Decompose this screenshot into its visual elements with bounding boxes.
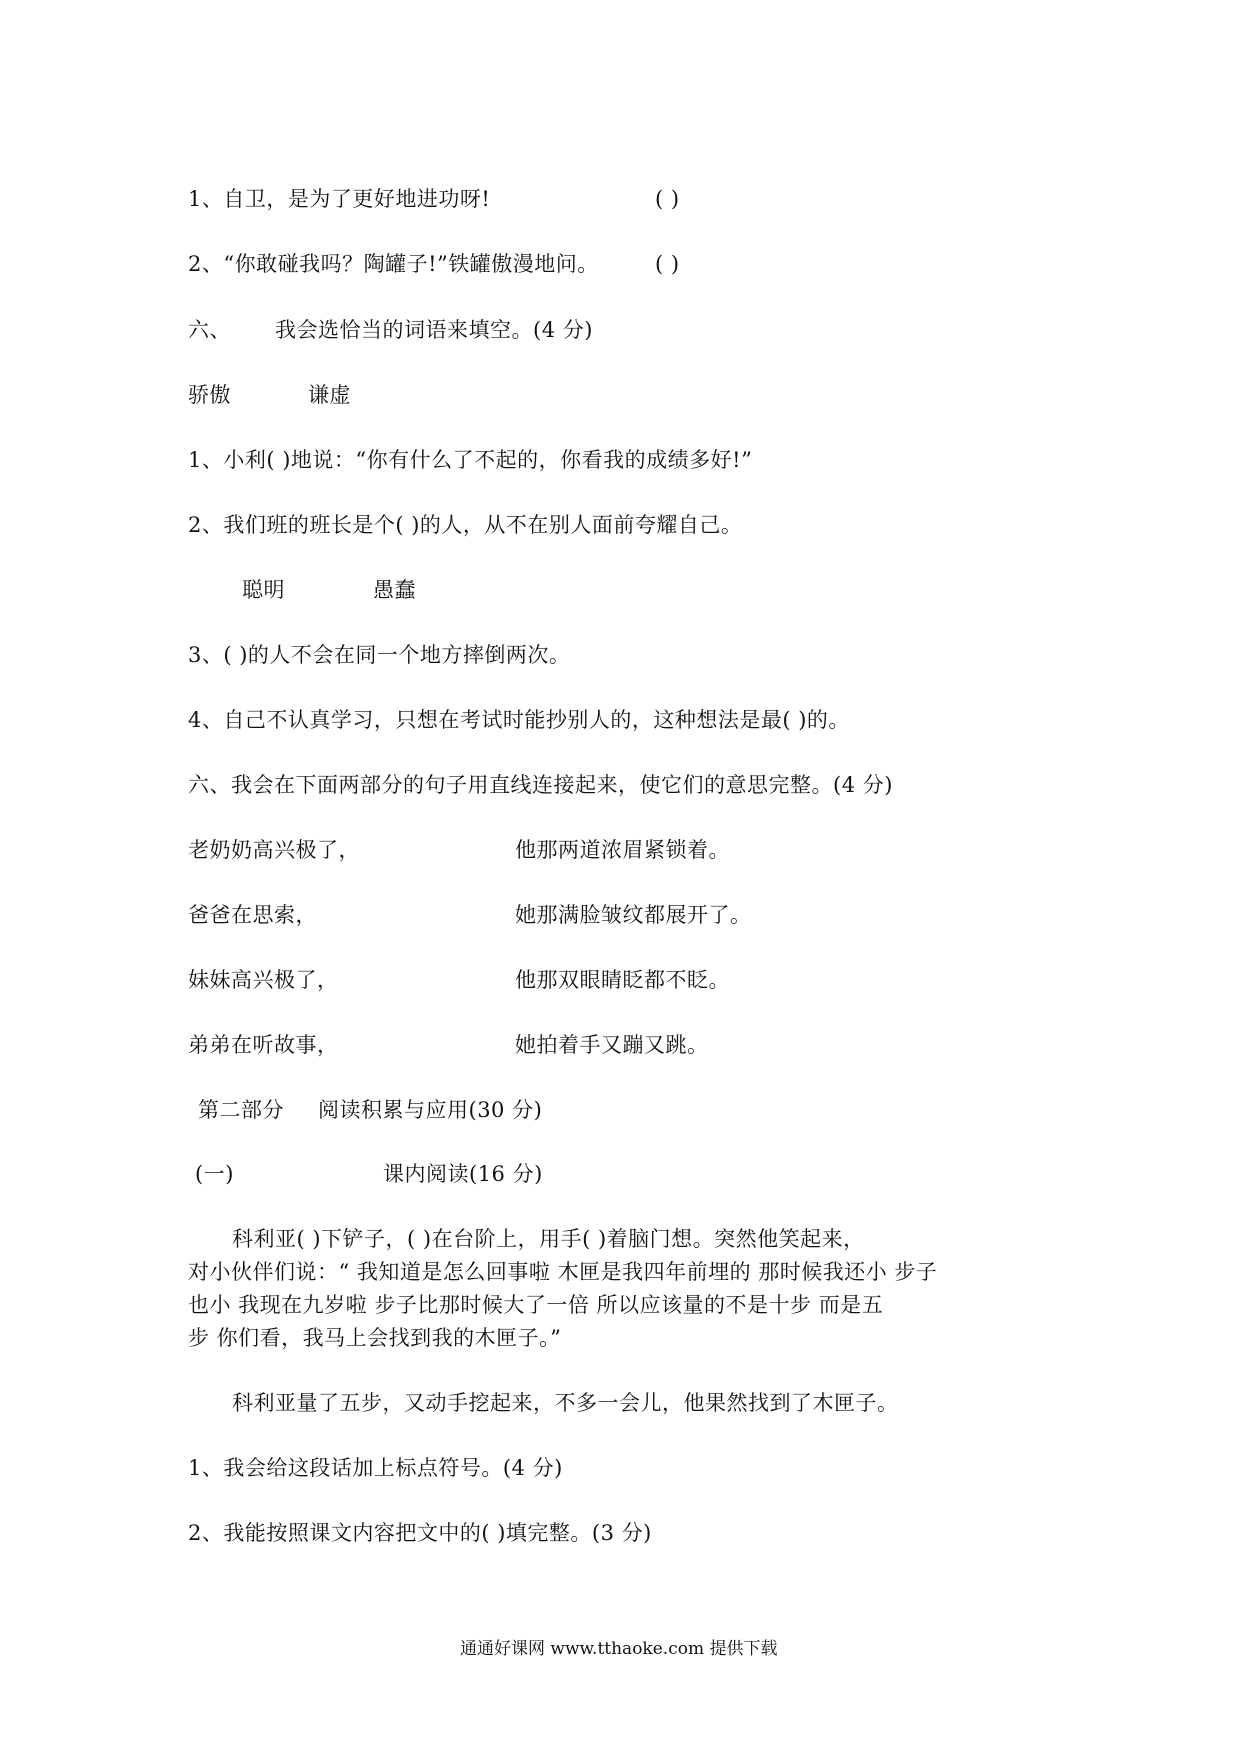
part2-heading-label: 第二部分 (198, 1098, 284, 1122)
match-left-4: 弟弟在听故事， (188, 1033, 339, 1057)
match-right-2: 她那满脸皱纹都展开了。 (515, 903, 752, 927)
fill-sentence-1: 1、小利( )地说：“你有什么了不起的，你看我的成绩多好!” (188, 448, 753, 472)
word-option-4: 愚蠢 (373, 578, 416, 602)
section-6b-heading: 六、我会在下面两部分的句子用直线连接起来，使它们的意思完整。(4 分) (188, 773, 893, 797)
match-right-3: 他那双眼睛眨都不眨。 (515, 968, 730, 992)
match-right-4: 她拍着手又蹦又跳。 (515, 1033, 709, 1057)
word-option-1: 骄傲 (188, 383, 231, 407)
page-footer: 通通好课网 www.tthaoke.com 提供下载 (460, 1639, 778, 1659)
section-6a-heading: 我会选恰当的词语来填空。(4 分) (275, 318, 593, 342)
match-right-1: 他那两道浓眉紧锁着。 (515, 838, 730, 862)
word-option-2: 谦虚 (308, 383, 351, 407)
judge-question-2: 2、“你敢碰我吗？陶罐子!”铁罐傲漫地问。 (188, 252, 599, 276)
match-left-2: 爸爸在思索， (188, 903, 317, 927)
reading-passage-line-4: 步 你们看，我马上会找到我的木匣子。” (188, 1326, 562, 1350)
judge-answer-paren-1: ( ) (655, 187, 680, 211)
reading-section-title: 课内阅读(16 分) (383, 1162, 543, 1186)
word-option-3: 聪明 (242, 578, 285, 602)
fill-sentence-3: 3、( )的人不会在同一个地方摔倒两次。 (188, 643, 571, 667)
judge-question-1: 1、自卫，是为了更好地进功呀! (188, 187, 491, 211)
reading-passage-line-2: 对小伙伴们说：“ 我知道是怎么回事啦 木匣是我四年前埋的 那时候我还小 步子 (188, 1260, 938, 1284)
reading-question-1: 1、我会给这段话加上标点符号。(4 分) (188, 1456, 563, 1480)
match-left-3: 妹妹高兴极了， (188, 968, 339, 992)
reading-passage-line-1: 科利亚( )下铲子，( )在台阶上，用手( )着脑门想。突然他笑起来， (232, 1227, 865, 1251)
reading-question-2: 2、我能按照课文内容把文中的( )填完整。(3 分) (188, 1521, 652, 1545)
reading-section-label: (一) (195, 1162, 234, 1186)
match-left-1: 老奶奶高兴极了， (188, 838, 360, 862)
judge-answer-paren-2: ( ) (655, 252, 680, 276)
fill-sentence-2: 2、我们班的班长是个( )的人，从不在别人面前夸耀自己。 (188, 513, 743, 537)
reading-passage-line-3: 也小 我现在九岁啦 步子比那时候大了一倍 所以应该量的不是十步 而是五 (188, 1293, 884, 1317)
reading-passage-para-2: 科利亚量了五步，又动手挖起来，不多一会儿，他果然找到了木匣子。 (232, 1391, 899, 1415)
fill-sentence-4: 4、自己不认真学习，只想在考试时能抄别人的，这种想法是最( )的。 (188, 708, 850, 732)
section-6a-number: 六、 (188, 318, 231, 342)
part2-heading-title: 阅读积累与应用(30 分) (318, 1098, 543, 1122)
